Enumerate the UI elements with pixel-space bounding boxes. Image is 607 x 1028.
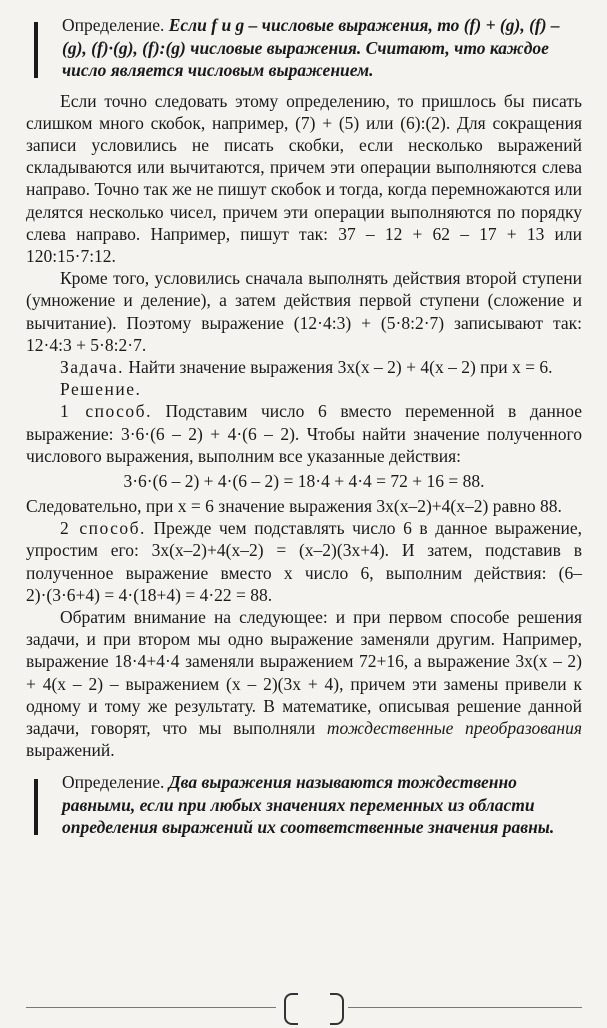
method1-text: Подставим число 6 вместо переменной в данное выражение: 3·6·(6 – 2) + 4·(6 – 2). Чтобы найти значение полученного числового выражения, выполним все указанные действия: <box>26 401 582 466</box>
method1-paragraph <box>26 400 582 467</box>
footer-bracket-left <box>284 993 298 1025</box>
definition-bar <box>34 22 38 78</box>
method2-text: Прежде чем подставлять число 6 в данное выражение, упростим его: 3x(x–2)+4(x–2) = (x–2)(3x+4). И затем, подставив в полученное выражение вместо x число 6, выполним действия: (6–2)·(3·6+4) = 4·(18+4) = 4·22 = 88. <box>26 518 582 605</box>
definition-box-identical-expressions <box>26 771 582 839</box>
definition-text: Если f и g – числовые выражения, то (f) + (g), (f) – (g), (f)·(g), (f):(g) числовые выражения. Считают, что каждое число является числовым выражением. <box>62 15 560 80</box>
definition-bar <box>34 779 38 835</box>
definition-label: Определение. <box>62 15 169 35</box>
method2-label: 2 способ. <box>60 518 146 539</box>
paragraph-brackets-rule: Если точно следовать этому определению, то пришлось бы писать слишком много скобок, например, (7) + (5) или (6):(2). Для сокращения записи условились не писать скобки, если несколько выражений складываются или вычитаются, причем эти операции выполняются слева направо. Точно так же не пишут скобок и тогда, когда перемножаются или делятся несколько чисел, причем эти операции выполняются по порядку слева направо. Например, пишут так: 37 – 12 + 62 – 17 + 13 или 120:15·7:12. <box>26 90 582 266</box>
page-footer-ornament <box>26 993 582 1023</box>
footer-line-left <box>26 1007 276 1008</box>
definition-box-numeric-expression <box>26 14 582 82</box>
method2-paragraph <box>26 517 582 606</box>
note-term: тождественные преобразования <box>326 717 582 738</box>
formula-calculation: 3·6·(6 – 2) + 4·(6 – 2) = 18·4 + 4·4 = 72 + 16 = 88. <box>123 470 485 491</box>
note-text-after: выражений. <box>26 740 115 761</box>
paragraph-order-of-operations: Кроме того, условились сначала выполнять действия второй ступени (умножение и деление), а затем действия первой ступени (сложение и вычитание). Поэтому выражение (12·4:3) + (5·8:2·7) записывают так: 12·4:3 + 5·8:2·7. <box>26 268 582 355</box>
definition-label: Определение. <box>62 772 169 793</box>
footer-line-right <box>348 1007 582 1008</box>
solution-label: Решение. <box>60 379 142 400</box>
note-paragraph <box>26 606 582 761</box>
definition-text: Два выражения называются тождественно равными, если при любых значениях переменных из области определения выражений их соответственные значения равны. <box>62 772 555 838</box>
footer-bracket-right <box>330 993 344 1025</box>
conclusion-paragraph: Следовательно, при x = 6 значение выражения 3x(x–2)+4(x–2) равно 88. <box>26 495 562 516</box>
task-paragraph <box>26 356 582 378</box>
note-text-before: Обратим внимание на следующее: и при первом способе решения задачи, и при втором мы одно выражение заменяли другим. Например, выражение 18·4+4·4 заменяли выражением 72+16, а выражение 3x(x – 2) + 4(x – 2) – выражением (x – 2)(3x + 4), причем эти замены привели к одному и тому же результату. В математике, описывая решение данной задачи, говорят, что мы выполняли <box>26 606 582 738</box>
task-label: Задача. <box>60 356 124 377</box>
page-content <box>26 14 582 847</box>
task-text: Найти значение выражения 3x(x – 2) + 4(x – 2) при x = 6. <box>123 356 553 377</box>
method1-label: 1 способ. <box>60 401 152 422</box>
